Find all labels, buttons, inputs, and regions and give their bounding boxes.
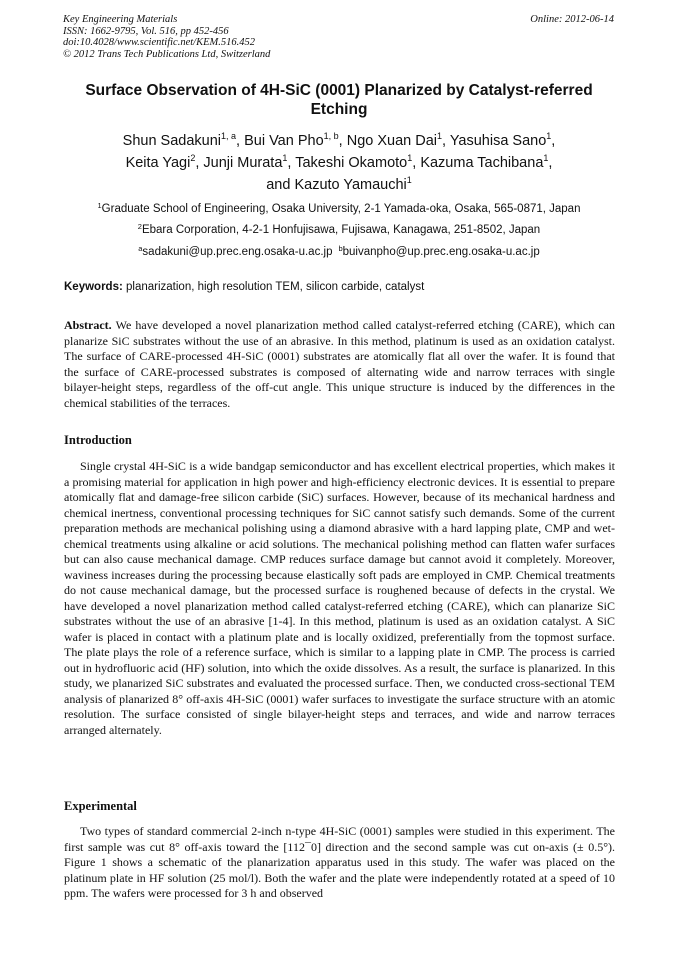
author-sup: 1 bbox=[282, 153, 288, 163]
email-address: buivanpho@up.prec.eng.osaka-u.ac.jp bbox=[342, 246, 540, 258]
paper-title: Surface Observation of 4H-SiC (0001) Planarized by Catalyst-referred Etching bbox=[85, 82, 593, 118]
keywords bbox=[64, 281, 624, 293]
introduction-heading: Introduction bbox=[64, 433, 132, 447]
affiliation-text: Graduate School of Engineering, Osaka University, 2-1 Yamada-oka, Osaka, 565-0871, Japan bbox=[101, 203, 581, 215]
email-sup: b bbox=[338, 244, 343, 253]
affiliation-1 bbox=[40, 203, 638, 215]
affiliation-sup: 2 bbox=[137, 222, 142, 231]
author-sup: 1, b bbox=[323, 131, 339, 141]
author-name: Shun Sadakuni bbox=[122, 133, 222, 149]
author-line-1: Shun Sadakuni$^{1, a}$, Bui Van Pho$^{1, b}$, Ngo Xuan Dai$^1$, Yasuhisa Sano$^1$, bbox=[122, 131, 556, 149]
author-name: Bui Van Pho bbox=[244, 133, 324, 149]
affiliation-sup: 1 bbox=[97, 201, 102, 210]
copyright-line: © 2012 Trans Tech Publications Ltd, Switzerland bbox=[63, 48, 271, 60]
author-sup: 1 bbox=[406, 175, 412, 185]
issn-line: ISSN: 1662-9795, Vol. 516, pp 452-456 bbox=[63, 25, 229, 37]
abstract-label: Abstract. bbox=[64, 318, 112, 332]
journal-header bbox=[63, 14, 270, 60]
author-sup: 1 bbox=[407, 153, 413, 163]
email-address: sadakuni@up.prec.eng.osaka-u.ac.jp bbox=[142, 246, 333, 258]
author-name: Keita Yagi bbox=[125, 155, 191, 171]
author-sup: 1 bbox=[543, 153, 549, 163]
affiliation-2 bbox=[40, 224, 638, 236]
author-name: Ngo Xuan Dai bbox=[346, 133, 437, 149]
author-name: Junji Murata bbox=[203, 155, 283, 171]
doi-line: doi:10.4028/www.scientific.net/KEM.516.452 bbox=[63, 37, 255, 49]
author-name: Kazuto Yamauchi bbox=[294, 177, 407, 193]
author-name: Yasuhisa Sano bbox=[449, 133, 547, 149]
affiliation-text: Ebara Corporation, 4-2-1 Honfujisawa, Fujisawa, Kanagawa, 251-8502, Japan bbox=[141, 224, 541, 236]
author-line-2: Keita Yagi$^2$, Junji Murata$^1$, Takeshi Okamoto$^1$, Kazuma Tachibana$^1$, bbox=[125, 153, 553, 171]
keywords-text: planarization, high resolution TEM, silicon carbide, catalyst bbox=[126, 281, 425, 293]
experimental-heading: Experimental bbox=[64, 799, 137, 813]
online-date: Online: 2012-06-14 bbox=[530, 14, 614, 25]
experimental-text: Two types of standard commercial 2-inch n-type 4H-SiC (0001) samples were studied in this experiment. The first sample was cut 8° off-axis toward the [112¯0] direction and the second sample was cut on-axis (± 0.5°). Figure 1 shows a schematic of the planarization apparatus used in this study. The wafer was placed on the platinum plate in HF solution (25 mol/l). Both the wafer and the plate were independently rotated at a speed of 10 ppm. The wafers were processed for 3 h and observed bbox=[64, 824, 615, 900]
journal-name: Key Engineering Materials bbox=[63, 14, 178, 25]
introduction-text: Single crystal 4H-SiC is a wide bandgap semiconductor and has excellent electrical properties, which makes it a promising material for application in high power and high-efficiency electronic devices. It is essential to prepare atomically flat and damage-free silicon carbide (SiC) surfaces. However, because of its mechanical hardness and chemical inertness, conventional processing techniques for SiC cannot satisfy such demands. Some of the current preparation methods are mechanical polishing using a diamond abrasive with a hard lapping plate, CMP and wet-chemical treatments using alkaline or acid solutions. The mechanical polishing method can flatten wafer surfaces but can also cause mechanical damage. CMP reduces surface damage but cannot avoid it completely. Moreover, waviness increases during the processing because elastically soft pads are employed in CMP. Chemical treatments do not cause mechanical damage, but the processed surface is roughened because of defects in the crystal. We have developed a novel planarization method called catalyst-referred etching (CARE), which can planarize SiC substrates without the use of an abrasive [1-4]. In this method, platinum is used as an oxidation catalyst. A SiC wafer is placed in contact with a platinum plate and is locally oxidized, preferentially from the topmost surface. The plate plays the role of a reference surface, which is similar to a lapping plate in CMP. The process is carried out in hydrofluoric acid (HF) solution, into which the oxide dissolves. As a result, the surface is planarized. In this study, we planarized SiC substrates and evaluated the processed surface. Then, we conducted cross-sectional TEM analysis of planarized 8° off-axis 4H-SiC (0001) wafer surfaces to investigate the surface structure with an atomic resolution. The surface consisted of single bilayer-height steps and terraces, and wide and narrow terraces arranged alternately. bbox=[64, 459, 615, 737]
author-name: Takeshi Okamoto bbox=[295, 155, 408, 171]
abstract bbox=[64, 318, 615, 411]
author-sup: 1 bbox=[437, 131, 443, 141]
author-name: Kazuma Tachibana bbox=[420, 155, 544, 171]
author-line-3: and Kazuto Yamauchi$^1$ bbox=[266, 175, 412, 193]
author-sup: 2 bbox=[190, 153, 196, 163]
author-sup: 1, a bbox=[221, 131, 237, 141]
author-list bbox=[40, 130, 638, 196]
keywords-label: Keywords: bbox=[64, 281, 123, 293]
email-sup: a bbox=[138, 244, 143, 253]
abstract-text: We have developed a novel planarization method called catalyst-referred etching (CARE), which can planarize SiC substrates without the use of an abrasive. In this method, platinum is used as an oxidation catalyst. The surface of CARE-processed 4H-SiC (0001) substrates are atomically flat all over the wafer. It is found that the surface of CARE-processed substrates is composed of alternating wide and narrow terraces with single bilayer-height steps, regardless of the off-cut angle. This unique structure is induced by the differences in the chemical stabilities of the terraces. bbox=[64, 318, 615, 410]
author-sup: 1 bbox=[546, 131, 552, 141]
email-line bbox=[40, 246, 638, 258]
